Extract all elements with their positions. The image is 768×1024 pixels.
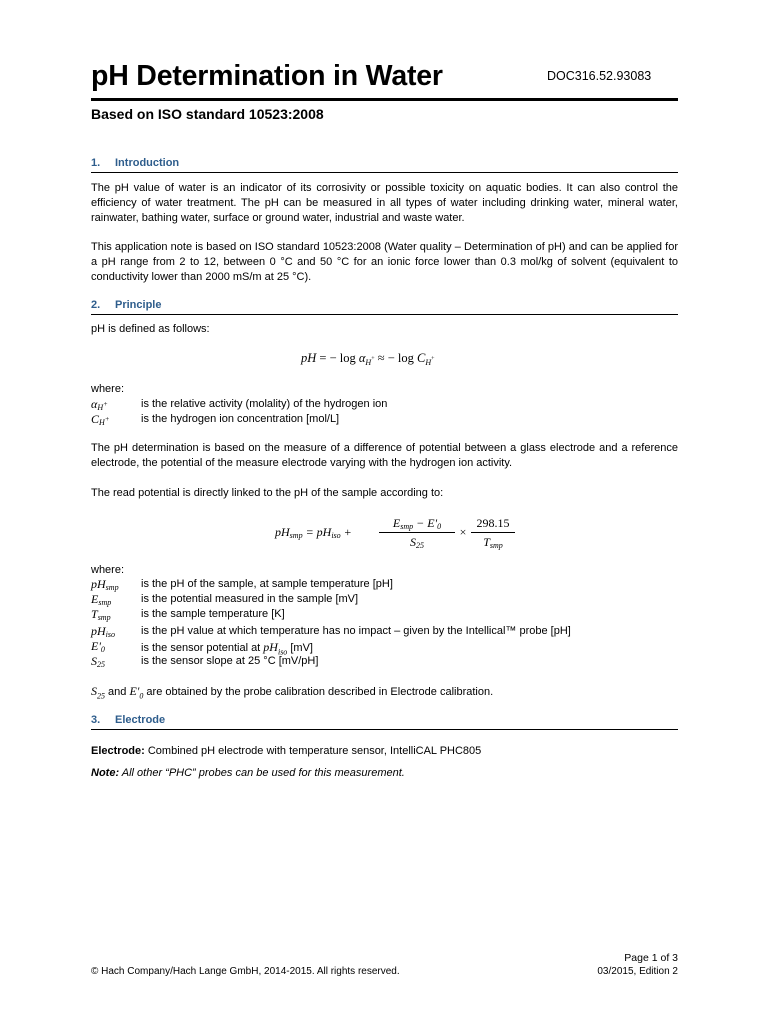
subtitle: Based on ISO standard 10523:2008	[91, 106, 324, 122]
page-number: Page 1 of 3	[624, 952, 678, 964]
page-title: pH Determination in Water	[91, 60, 443, 92]
symbol-c: $C_{H^+}$	[91, 412, 110, 427]
section-heading-principle	[91, 299, 678, 315]
where-label-1: where:	[91, 383, 125, 395]
section-heading-introduction	[91, 157, 678, 173]
ph-defined-text: pH is defined as follows:	[91, 323, 210, 335]
edition-label: 03/2015, Edition 2	[597, 966, 678, 977]
determination-paragraph: The pH determination is based on the measure of a difference of potential between a glass electrode and a reference electrode, the potential of the measure electrode varying with the hydrogen ion activity.	[91, 442, 678, 469]
symbol-esmp: $E_{smp}$	[91, 592, 112, 607]
definition-esmp: is the potential measured in the sample [mV]	[141, 593, 359, 605]
definition-e0: is the sensor potential at $pH_{iso}$ [mV]	[141, 640, 313, 657]
intro-paragraph-1: The pH value of water is an indicator of its corrosivity or possible toxicity on aquatic bodies. It can also control the efficiency of water treatment. The pH can be measured in all types of water including drinking water, mineral water, rainwater, bathing water, surface or ground water, industrial and waste water.	[91, 182, 678, 224]
section-number: 2.	[91, 299, 101, 311]
where-label-2: where:	[91, 564, 125, 576]
symbol-e0: $E'_0$	[91, 639, 105, 654]
electrode-description: Electrode: Combined pH electrode with temperature sensor, IntelliCAL PHC805	[91, 745, 482, 757]
ph-definition-equation: pH = − $\log \alpha_{H^+}$ ≈ − $\log C_{H^+}$	[301, 351, 435, 367]
definition-c: is the hydrogen ion concentration [mol/L]	[141, 413, 340, 425]
ph-sample-equation: $pH_{smp} = pH_{iso}$ + $E_{smp} - E'_0$ $S_{25}$ × 298.15 $T_{smp}$	[275, 512, 525, 554]
definition-alpha: is the relative activity (molality) of the hydrogen ion	[141, 398, 388, 410]
section-heading-electrode	[91, 714, 678, 730]
intro-paragraph-2: This application note is based on ISO standard 10523:2008 (Water quality – Determination of pH) and can be applied for a pH range from 2 to 12, between 0 °C and 50 °C for an ionic force lower than 0.3 mol/kg of solvent (equivalent to conductivity lower than 2000 mS/m at 25 °C).	[91, 241, 678, 283]
temperature-constant: 298.15	[476, 516, 510, 530]
definition-tsmp: is the sample temperature [K]	[141, 608, 285, 620]
section-title: Introduction	[115, 157, 180, 169]
definition-phiso: is the pH value at which temperature has no impact – given by the Intellical™ probe [pH]	[141, 625, 571, 637]
doc-number: DOC316.52.93083	[547, 69, 652, 83]
symbol-phsmp: $pH_{smp}$	[91, 577, 119, 592]
read-potential-text: The read potential is directly linked to the pH of the sample according to:	[91, 487, 444, 499]
symbol-s25: $S_{25}$	[91, 654, 105, 669]
symbol-phiso: $pH_{iso}$	[91, 624, 116, 639]
symbol-tsmp: $T_{smp}$	[91, 607, 111, 622]
title-row	[91, 58, 678, 101]
definition-phsmp: is the pH of the sample, at sample temperature [pH]	[141, 578, 393, 590]
footer-copyright: © Hach Company/Hach Lange GmbH, 2014-2015. All rights reserved.	[91, 966, 400, 977]
section-number: 1.	[91, 157, 101, 169]
calibration-note: $S_{25}$ and $E'_0$ are obtained by the probe calibration described in Electrode calibration.	[91, 684, 494, 701]
electrode-note: Note: All other “PHC” probes can be used for this measurement.	[91, 767, 405, 779]
symbol-alpha: $\alpha_{H^+}$	[91, 397, 108, 412]
section-title: Principle	[115, 299, 162, 311]
section-number: 3.	[91, 714, 101, 726]
definition-s25: is the sensor slope at 25 °C [mV/pH]	[141, 655, 319, 667]
section-title: Electrode	[115, 714, 166, 726]
